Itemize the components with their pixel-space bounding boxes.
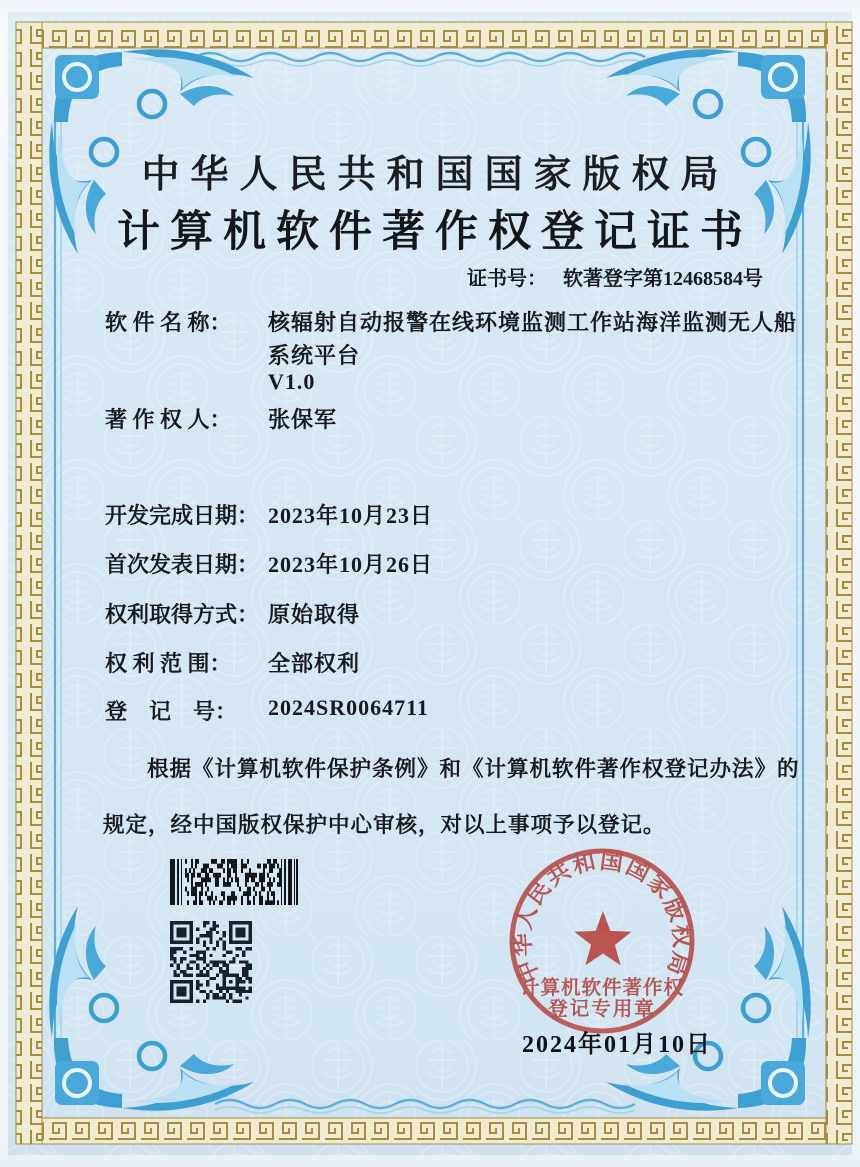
seal-text-line-1: 计算机软件著作权 xyxy=(519,978,685,999)
field-copyright-owner xyxy=(105,403,338,434)
issue-date: 2024年01月10日 xyxy=(522,1032,712,1058)
field-scope xyxy=(105,647,361,678)
field-dev-date xyxy=(105,499,434,530)
registration-number-value: 2024SR0064711 xyxy=(268,695,429,720)
official-seal xyxy=(494,833,710,1049)
seal-ring-text: 中华人民共和国国家版权局 xyxy=(509,848,695,987)
field-software-name xyxy=(105,306,232,337)
software-name-line-1: 核辐射自动报警在线环境监测工作站海洋监测无人船 xyxy=(268,310,798,335)
software-version: V1.0 xyxy=(268,369,316,394)
scope-value: 全部权利 xyxy=(268,651,361,676)
software-name-label: 软 件 名 称： xyxy=(105,310,232,335)
owner-label: 著 作 权 人： xyxy=(105,407,232,432)
acquisition-label: 权利取得方式： xyxy=(105,602,260,627)
barcode xyxy=(170,859,298,905)
certificate-number xyxy=(467,262,763,291)
pub-date-value: 2023年10月26日 xyxy=(268,552,434,577)
issuing-authority: 中华人民共和国国家版权局 xyxy=(141,154,730,196)
acquisition-value: 原始取得 xyxy=(268,602,361,627)
software-name-line-2: 系统平台 xyxy=(268,343,361,368)
owner-value: 张保军 xyxy=(268,407,338,432)
statement-line-2: 规定，经中国版权保护中心审核，对以上事项予以登记。 xyxy=(103,813,666,837)
field-acquisition xyxy=(105,598,361,629)
certificate-title: 计算机软件著作权登记证书 xyxy=(117,209,753,256)
qr-code xyxy=(170,921,252,1003)
field-registration-number xyxy=(105,695,429,726)
scope-label: 权 利 范 围： xyxy=(105,651,232,676)
star-icon xyxy=(575,911,632,965)
certificate-number-value: 软著登字第12468584号 xyxy=(563,268,763,290)
seal-text-line-2: 登记专用章 xyxy=(548,999,656,1020)
pub-date-label: 首次发表日期： xyxy=(105,552,260,577)
registration-number-label: 登 记 号： xyxy=(105,699,238,724)
dev-date-label: 开发完成日期： xyxy=(105,503,260,528)
statement-line-1: 根据《计算机软件保护条例》和《计算机软件著作权登记办法》的 xyxy=(147,757,800,781)
dev-date-value: 2023年10月23日 xyxy=(268,503,434,528)
field-pub-date xyxy=(105,548,434,579)
certificate-number-label: 证书号： xyxy=(467,268,547,290)
